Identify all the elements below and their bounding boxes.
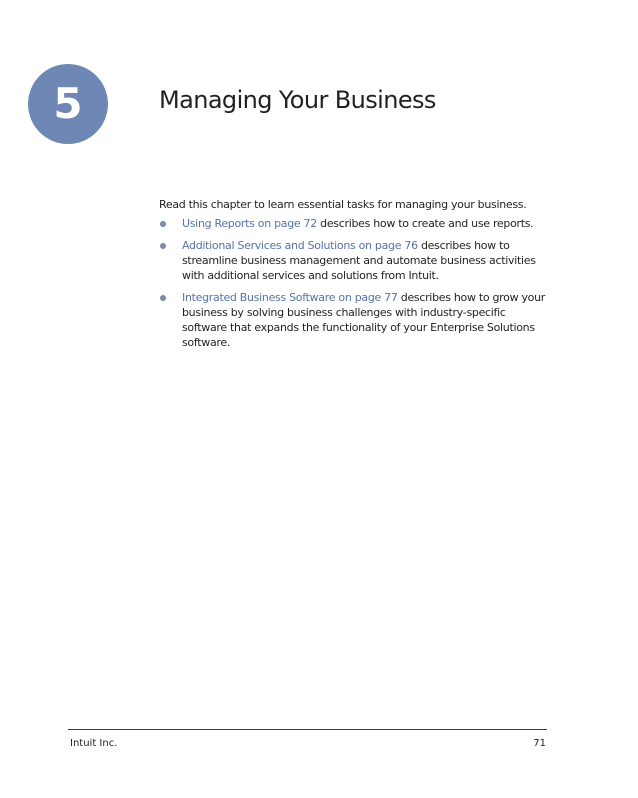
chapter-title: Managing Your Business (159, 86, 436, 114)
chapter-number: 5 (53, 79, 83, 128)
link-integrated-software[interactable]: Integrated Business Software on page 77 (182, 291, 398, 304)
chapter-overview (159, 197, 551, 357)
link-using-reports[interactable]: Using Reports on page 72 (182, 217, 317, 230)
list-item (159, 216, 551, 231)
chapter-number-badge (28, 64, 108, 144)
footer-company: Intuit Inc. (70, 738, 118, 749)
link-additional-services[interactable]: Additional Services and Solutions on page 76 (182, 239, 418, 252)
list-item-description: describes how to create and use reports. (316, 217, 534, 230)
bullet-icon (160, 295, 166, 301)
list-item-description: describes how to streamline business management and automate business activities with additional services and solutions from Intuit. (182, 239, 536, 282)
bullet-icon (160, 243, 166, 249)
page-number: 71 (533, 738, 546, 749)
topic-list (159, 216, 551, 350)
list-item (159, 238, 551, 283)
intro-text: Read this chapter to learn essential tasks for managing your business. (159, 198, 527, 211)
list-item-description: describes how to grow your business by solving business challenges with industry-specific software that expands the functionality of your Enterprise Solutions software. (182, 291, 545, 349)
bullet-icon (160, 221, 166, 227)
footer-divider (68, 729, 547, 730)
list-item (159, 290, 551, 350)
